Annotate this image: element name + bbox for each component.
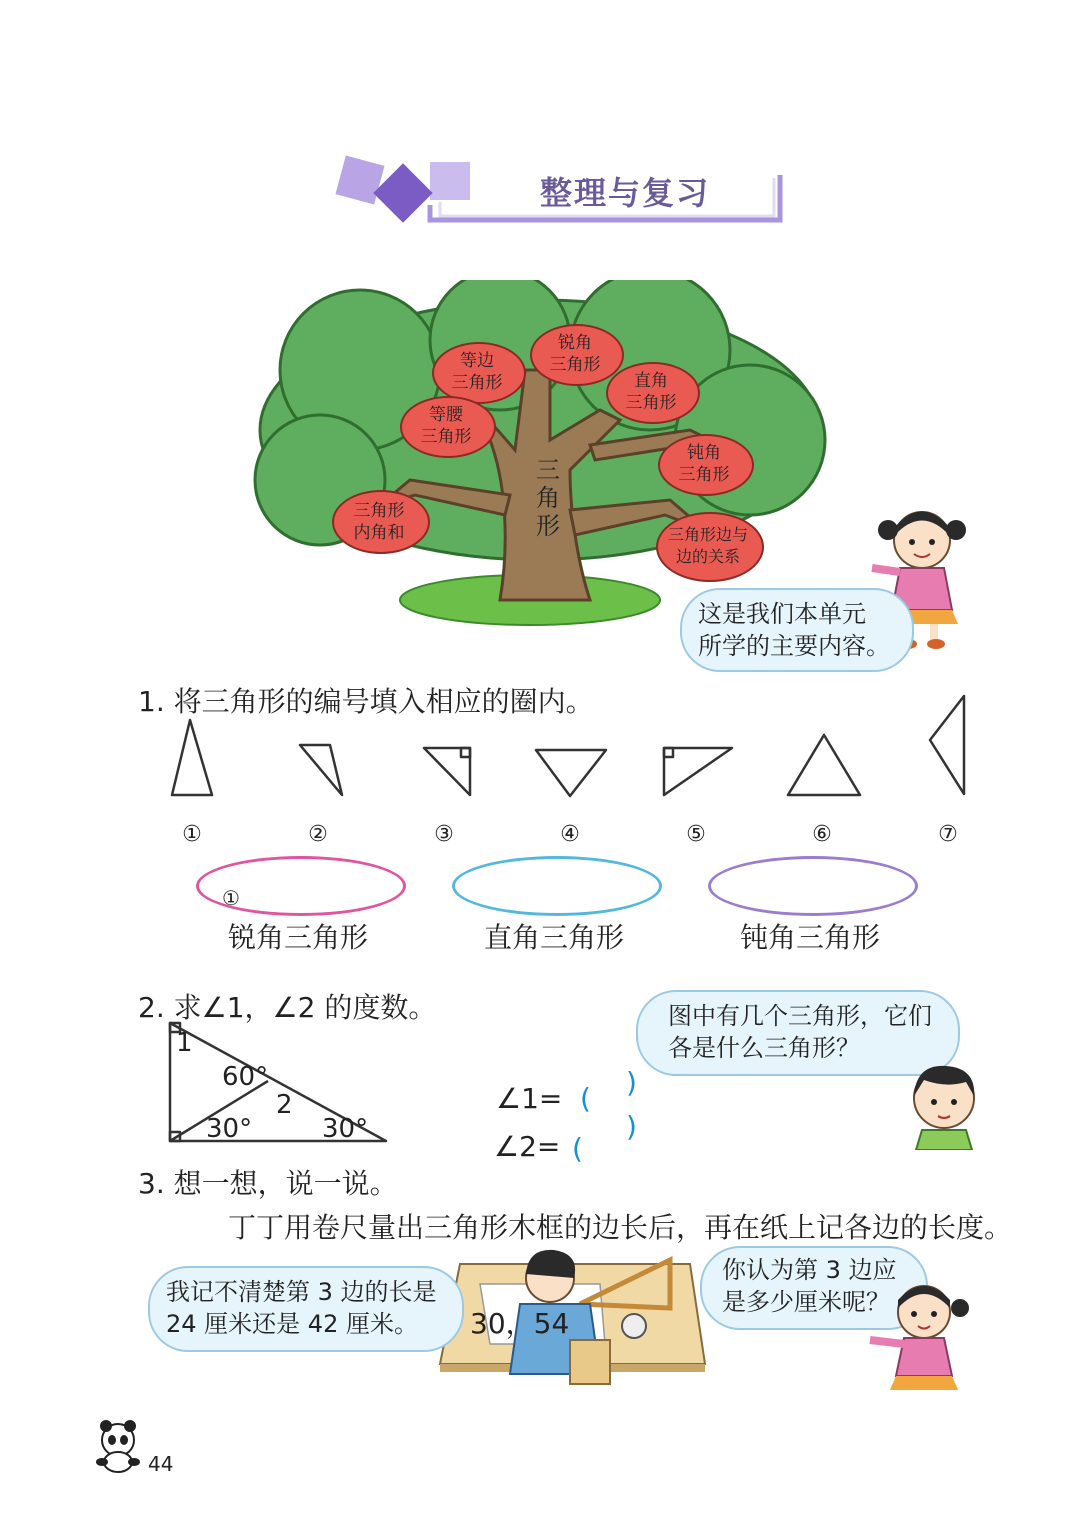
right-triangle-label: 直角三角形 [483,921,624,954]
triangle-number-7: ⑦ [938,822,958,847]
boy-speech-text: 图中有几个三角形，它们 各是什么三角形？ [668,1002,932,1062]
tree-trunk-label: 三 角 形 [536,456,560,540]
question-1-text: 1. 将三角形的编号填入相应的圈内。 [138,685,594,718]
question-3-text: 3. 想一想，说一说。 [138,1167,398,1200]
triangle-1 [172,720,212,795]
triangle-number-4: ④ [560,822,580,847]
triangle-3 [424,748,470,795]
girl-speech-text: 这是我们本单元 所学的主要内容。 [698,600,890,660]
right-triangle-oval[interactable] [452,856,662,916]
apple-label-isosceles: 等腰 三角形 [420,405,472,447]
angle-60-label: 60° [222,1062,269,1092]
apple-label-right: 直角 三角形 [625,371,677,413]
apple-label-side-relation: 三角形边与 边的关系 [667,525,748,566]
apple-label-equilateral: 等边 三角形 [451,351,503,393]
paper-numbers: 30，54 [470,1307,570,1340]
acute-triangle-label: 锐角三角形 [227,921,368,954]
question-3-description: 丁丁用卷尺量出三角形木框的边长后，再在纸上记各边的长度。 [228,1211,1013,1244]
apple-label-obtuse: 钝角 三角形 [678,443,730,485]
triangle-number-2: ② [308,822,328,847]
boy-illustration [906,1058,982,1150]
angle-30-right-label: 30° [322,1114,369,1144]
page-title: 整理与复习 [540,174,711,212]
panda-icon [92,1418,144,1474]
triangle-number-6: ⑥ [812,822,832,847]
triangle-7 [930,696,964,794]
obtuse-triangle-label: 钝角三角形 [739,921,880,954]
answer-angle-1-close[interactable]: ) [626,1066,637,1099]
q1-triangles [160,690,980,810]
apple-label-acute: 锐角 三角形 [549,333,601,375]
angle-2-label: 2 [276,1090,293,1120]
answer-angle-2-open[interactable]: ( [572,1132,583,1165]
angle-1-label: 1 [176,1028,193,1058]
answer-angle-2-label: ∠2= [494,1130,561,1163]
triangle-number-1: ① [182,822,202,847]
answer-angle-1-label: ∠1= [496,1082,563,1115]
obtuse-triangle-oval[interactable] [708,856,918,916]
right-speech-text: 你认为第 3 边应 是多少厘米呢？ [722,1256,897,1316]
left-speech-text: 我记不清楚第 3 边的长是 24 厘米还是 42 厘米。 [166,1278,437,1338]
question-2-text: 2. 求∠1，∠2 的度数。 [138,991,437,1024]
angle-30-left-label: 30° [206,1114,253,1144]
triangle-number-5: ⑤ [686,822,706,847]
answer-angle-1-open[interactable]: ( [580,1082,591,1115]
triangle-4 [536,750,606,796]
acute-oval-entry: ① [222,886,240,910]
triangle-2 [300,745,342,795]
girl-bottom-illustration [864,1276,980,1396]
triangle-6 [788,735,860,795]
answer-angle-2-close[interactable]: ) [626,1110,637,1143]
page-number: 44 [148,1452,174,1476]
triangle-number-3: ③ [434,822,454,847]
apple-label-angle-sum: 三角形 内角和 [353,501,405,543]
